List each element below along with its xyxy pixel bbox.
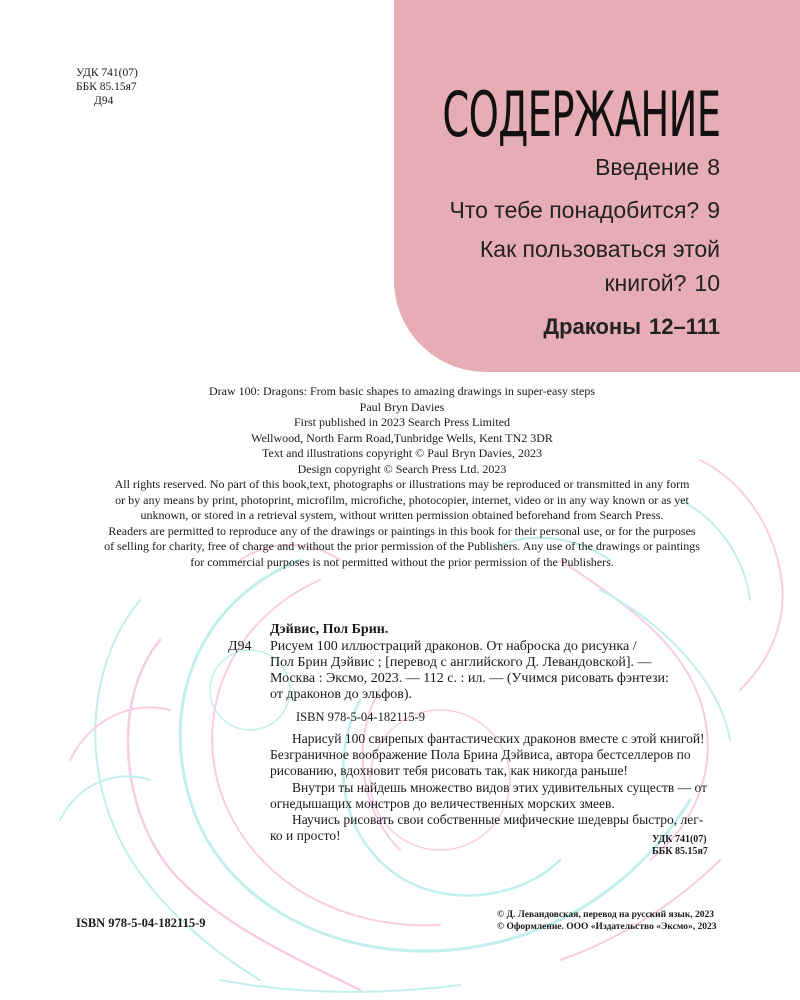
bib-description-line: Пол Брин Дэйвис ; [перевод с английского Д. Левандовской]. — xyxy=(270,655,652,670)
english-copyright-line: of selling for charity, free of charge and without the prior permission of the Publishers. Any use of the drawings or paintings xyxy=(104,539,700,553)
annotation-line: Безграничное воображение Пола Брина Дэйвиса, автора бестселлеров по xyxy=(270,747,691,763)
author-mark: Д94 xyxy=(94,95,114,107)
english-copyright-block xyxy=(70,384,734,570)
english-copyright-line: or by any means by print, photoprint, microfilm, microfiche, photocopier, internet, video or in any way known or as yet xyxy=(115,492,689,507)
toc-entry-label-line2: книгой? xyxy=(604,270,687,296)
english-copyright-line: Wellwood, North Farm Road,Tunbridge Wells, Kent TN2 3DR xyxy=(251,430,553,445)
annotation-line: Внутри ты найдешь множество видов этих удивительных существ — от xyxy=(292,779,708,795)
udk-code: УДК 741(07) xyxy=(652,834,707,845)
toc-entry-label-line1: Как пользоваться этой xyxy=(479,236,720,262)
toc-entry-label: Что тебе понадобится? xyxy=(449,197,700,223)
design-copyright: © Оформление. ООО «Издательство «Эксмо», 2023 xyxy=(497,922,717,932)
toc-entry-dragons xyxy=(543,310,720,344)
russian-copyright-notice xyxy=(497,909,716,933)
bib-author: Дэйвис, Пол Брин. xyxy=(270,622,389,637)
english-copyright-line: Readers are permitted to reproduce any of the drawings or paintings in this book for their personal use, or for the purposes xyxy=(108,523,696,538)
classification-codes-bottom xyxy=(652,834,708,858)
contents-title: СОДЕРЖАНИЕ xyxy=(441,78,720,151)
contents-panel xyxy=(394,0,800,372)
english-copyright-line: unknown, or stored in a retrieval system, without written permission obtained beforehand from Search Press. xyxy=(140,508,664,522)
isbn-footer: ISBN 978-5-04-182115-9 xyxy=(76,916,206,930)
annotation-line: огнедышащих монстров до величественных морских змеев. xyxy=(270,795,615,811)
bib-description-line: Рисуем 100 иллюстраций драконов. От наброска до рисунка / xyxy=(270,639,637,654)
bbk-code: ББК 85.15я7 xyxy=(652,846,708,857)
toc-entry-how-to-use xyxy=(480,232,720,300)
bib-isbn: ISBN 978-5-04-182115-9 xyxy=(296,710,426,724)
english-copyright-line: for commercial purposes is not permitted without the prior permission of the Publishers. xyxy=(190,554,614,569)
bib-description-line: Москва : Эксмо, 2023. — 112 с. : ил. — (Учимся рисовать фэнтези: xyxy=(270,671,669,686)
english-copyright-line: Paul Bryn Davies xyxy=(359,399,445,414)
toc-entry-page: 12–111 xyxy=(649,314,720,339)
annotation-line: рисованию, вдохновит тебя рисовать так, как никогда раньше! xyxy=(270,763,628,779)
english-copyright-line: First published in 2023 Search Press Limited xyxy=(294,415,510,429)
annotation-block xyxy=(270,731,736,844)
udk-code: УДК 741(07) xyxy=(76,67,138,79)
bbk-code: ББК 85.15я7 xyxy=(76,81,137,93)
english-copyright-line: All rights reserved. No part of this book,text, photographs or illustrations may be reproduced or transmitted in any form xyxy=(114,477,690,491)
annotation-line: Научись рисовать свои собственные мифические шедевры быстро, лег- xyxy=(292,812,704,828)
toc-entry-introduction xyxy=(595,150,720,184)
toc-entry-page: 10 xyxy=(694,270,720,296)
translation-copyright: © Д. Левандовская, перевод на русский язык, 2023 xyxy=(497,910,715,920)
annotation-line: ко и просто! xyxy=(270,828,341,844)
annotation-line: Нарисуй 100 свирепых фантастических драконов вместе с этой книгой! xyxy=(292,731,705,746)
english-copyright-line: Text and illustrations copyright © Paul Bryn Davies, 2023 xyxy=(262,446,542,460)
classification-codes-top xyxy=(76,66,138,108)
toc-entry-materials xyxy=(450,193,720,227)
toc-entry-label: Введение xyxy=(595,154,700,180)
english-copyright-line: Design copyright © Search Press Ltd. 2023 xyxy=(297,461,507,476)
english-copyright-line: Draw 100: Dragons: From basic shapes to amazing drawings in super-easy steps xyxy=(208,384,595,398)
toc-entry-label: Драконы xyxy=(543,314,642,339)
bib-description-line: от драконов до эльфов). xyxy=(270,687,413,702)
bib-description xyxy=(270,639,735,703)
toc-entry-page: 9 xyxy=(707,197,720,223)
bib-author-mark: Д94 xyxy=(228,639,252,654)
toc-entry-page: 8 xyxy=(707,154,720,180)
